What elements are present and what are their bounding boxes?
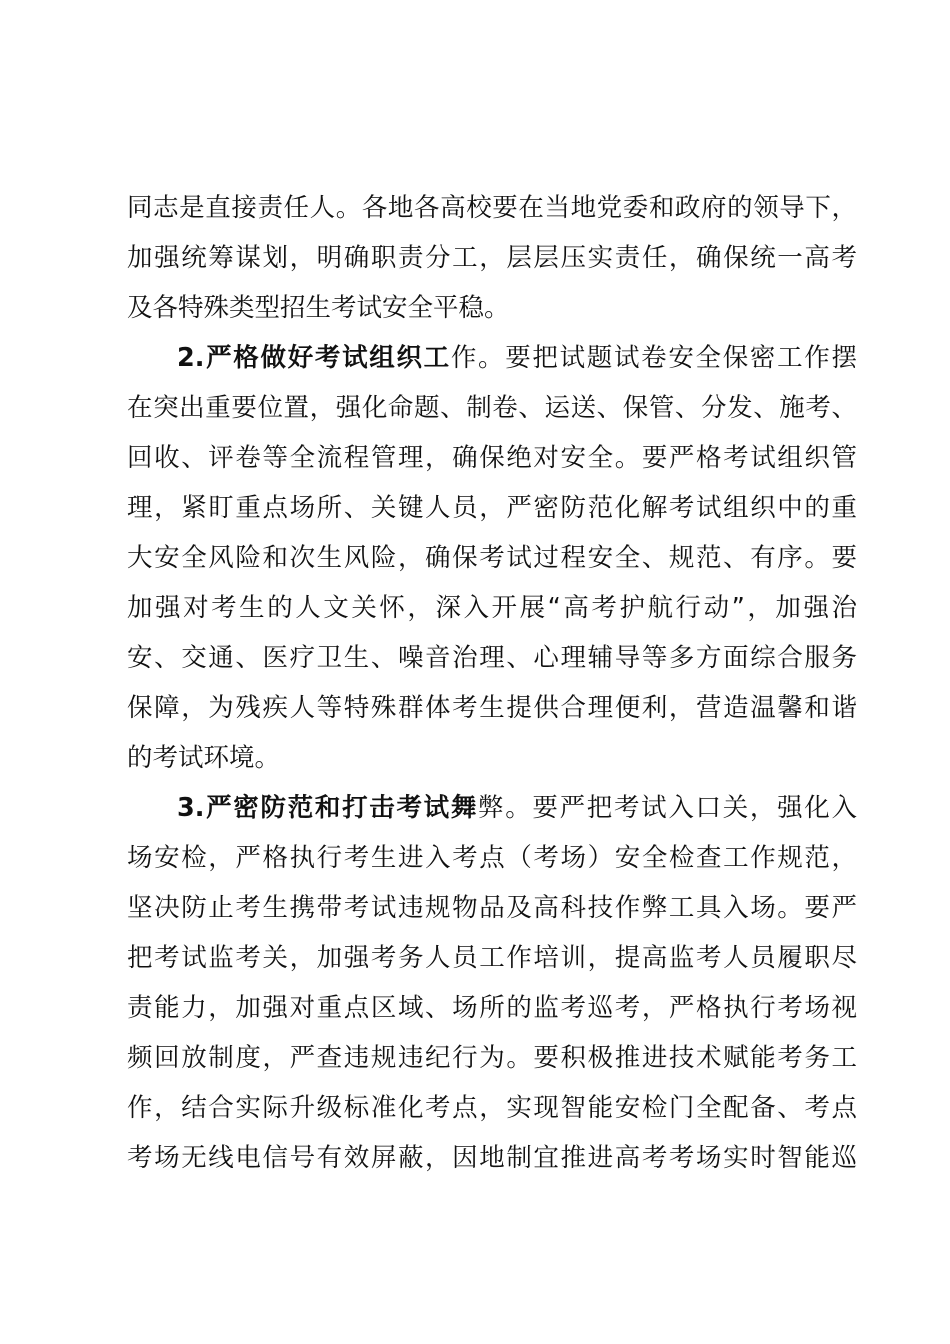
- text-line: [127, 783, 857, 833]
- text-line: 理，紧盯重点场所、关键人员，严密防范化解考试组织中的重: [127, 493, 857, 523]
- paragraph-2: [127, 333, 857, 783]
- text-line: 同志是直接责任人。各地各高校要在当地党委和政府的领导下，: [127, 193, 857, 223]
- text-run: 作。要把试题试卷安全保密工作摆: [450, 343, 857, 373]
- text-line: 加强统筹谋划，明确职责分工，层层压实责任，确保统一高考: [127, 243, 857, 273]
- text-line: 坚决防止考生携带考试违规物品及高科技作弊工具入场。要严: [127, 893, 857, 923]
- text-line: 的考试环境。: [127, 743, 281, 773]
- paragraph-3: [127, 783, 857, 1183]
- text-line: 回收、评卷等全流程管理，确保绝对安全。要严格考试组织管: [127, 443, 857, 473]
- text-line: 考场无线电信号有效屏蔽，因地制宜推进高考考场实时智能巡: [127, 1143, 857, 1173]
- text-line: 安、交通、医疗卫生、噪音治理、心理辅导等多方面综合服务: [127, 643, 857, 673]
- section-heading: 3.严密防范和打击考试舞: [177, 793, 479, 823]
- text-line: [127, 333, 857, 383]
- document-body: [127, 183, 857, 1183]
- text-line: 把考试监考关，加强考务人员工作培训，提高监考人员履职尽: [127, 943, 857, 973]
- text-line: 在突出重要位置，强化命题、制卷、运送、保管、分发、施考、: [127, 393, 857, 423]
- text-line: 保障，为残疾人等特殊群体考生提供合理便利，营造温馨和谐: [127, 693, 857, 723]
- paragraph-1: [127, 183, 857, 333]
- text-line: 大安全风险和次生风险，确保考试过程安全、规范、有序。要: [127, 543, 857, 573]
- text-run: 弊。要严把考试入口关，强化入: [478, 793, 857, 823]
- text-line: 加强对考生的人文关怀，深入开展“高考护航行动”，加强治: [127, 593, 857, 623]
- text-line: 作，结合实际升级标准化考点，实现智能安检门全配备、考点: [127, 1093, 857, 1123]
- text-line: 责能力，加强对重点区域、场所的监考巡考，严格执行考场视: [127, 993, 857, 1023]
- text-line: 场安检，严格执行考生进入考点（考场）安全检查工作规范，: [127, 843, 857, 873]
- section-heading: 2.严格做好考试组织工: [177, 343, 451, 373]
- text-line: 及各特殊类型招生考试安全平稳。: [127, 293, 510, 323]
- text-line: 频回放制度，严查违规违纪行为。要积极推进技术赋能考务工: [127, 1043, 857, 1073]
